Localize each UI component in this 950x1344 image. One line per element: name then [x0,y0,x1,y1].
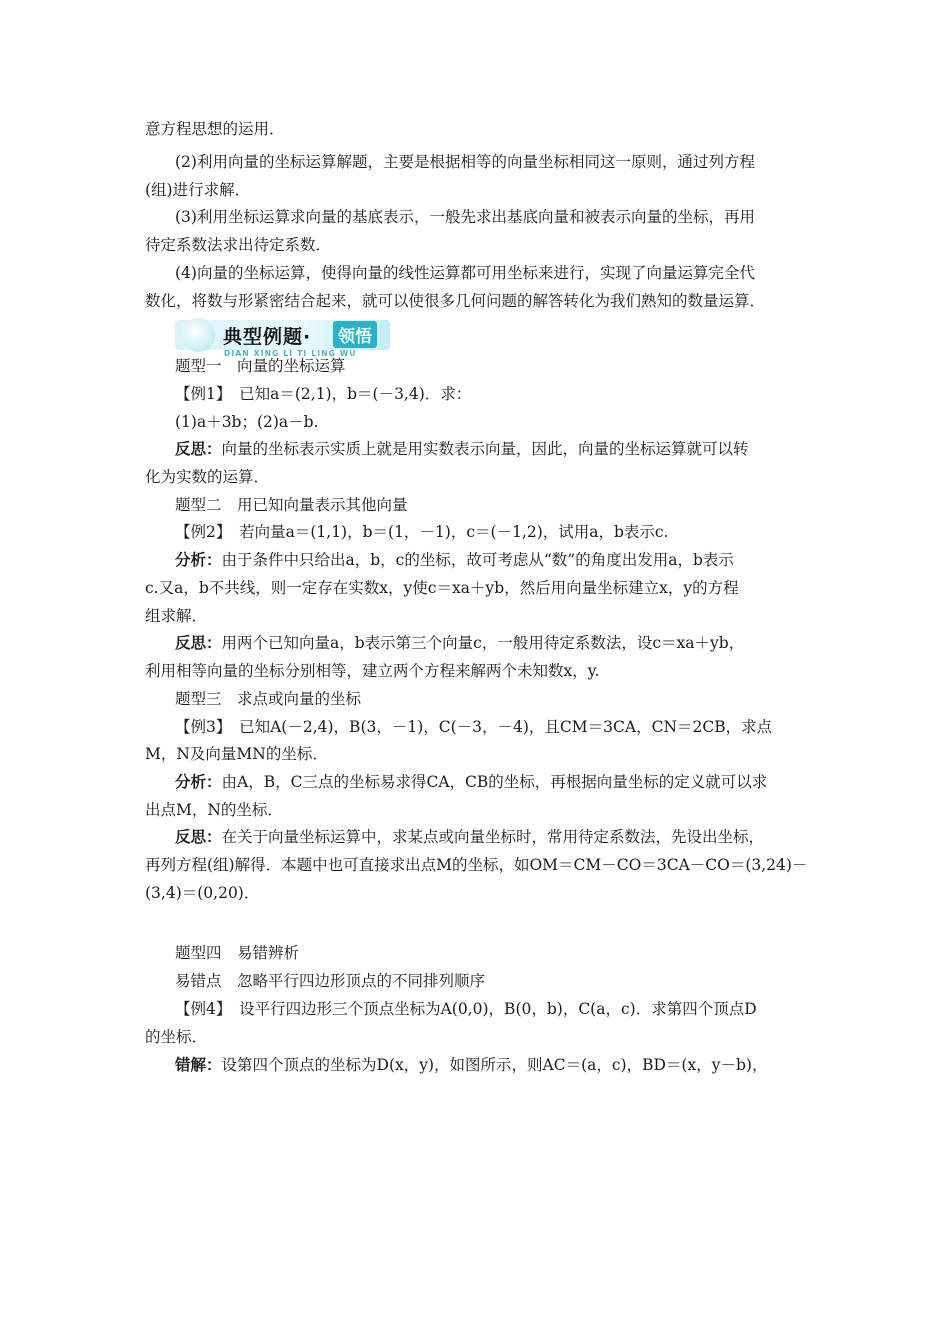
text-line: 意方程思想的运用． [145,120,285,138]
analysis-label: 分析： [175,550,222,569]
analysis-line: 出点M，N的坐标． [145,801,283,819]
subheading: 易错点 忽略平行四边形顶点的不同排列顺序 [175,972,486,990]
text-line: 待定系数法求出待定系数． [145,236,332,254]
section-banner [175,318,395,360]
example-line: (1)a＋3b；(2)a－b. [175,413,319,431]
reflection-line: 反思：在关于向量坐标运算中，求某点或向量坐标时，常用待定系数法，先设出坐标， [175,827,765,846]
analysis-line: 分析：由A，B，C三点的坐标易求得CA，CB的坐标，再根据向量坐标的定义就可以求 [175,772,768,791]
text-line: (2)利用向量的坐标运算解题，主要是根据相等的向量坐标相同这一原则，通过列方程 [175,153,755,171]
reflection-line: (3,4)＝(0,20)． [145,884,260,902]
analysis-line: 组求解． [145,607,208,625]
example-line: 【例3】 已知A(－2,4)，B(3，－1)，C(－3，－4)，且CM＝3CA，CN＝2CB，求点 [175,718,773,736]
reflection-label: 反思： [175,827,222,846]
banner-title: 典型例题· [223,326,312,348]
section-heading: 题型四 易错辨析 [175,944,300,962]
example-line: 的坐标． [145,1028,208,1046]
example-line: 【例1】 已知a＝(2,1)，b＝(－3,4)．求： [175,385,472,403]
reflection-line: 反思：向量的坐标表示实质上就是用实数表示向量，因此，向量的坐标运算就可以转 [175,439,749,458]
banner-pinyin: DIAN XING LI TI LING WU [224,349,357,358]
reflection-label: 反思： [175,633,222,652]
section-heading: 题型二 用已知向量表示其他向量 [175,496,408,514]
wrong-solution-label: 错解： [175,1055,222,1074]
analysis-line: 分析：由于条件中只给出a，b，c的坐标，故可考虑从“数”的角度出发用a，b表示 [175,550,734,569]
reflection-line: 利用相等向量的坐标分别相等，建立两个方程来解两个未知数x，y. [145,662,600,680]
example-line: M，N及向量MN的坐标． [145,745,328,763]
section-heading: 题型三 求点或向量的坐标 [175,690,362,708]
section-heading: 题型一 向量的坐标运算 [175,357,346,375]
text-line: 数化，将数与形紧密结合起来，就可以使很多几何问题的解答转化为我们熟知的数量运算． [145,292,766,310]
reflection-line: 反思：用两个已知向量a，b表示第三个向量c，一般用待定系数法，设c＝xa＋yb， [175,633,745,652]
example-line: 【例4】 设平行四边形三个顶点坐标为A(0,0)，B(0，b)，C(a，c)．求第四个顶点D [175,1000,757,1018]
reflection-label: 反思： [175,439,222,458]
analysis-label: 分析： [175,772,222,791]
banner-emblem-icon [181,318,215,352]
banner-tag: 领悟 [333,321,377,348]
text-line: (3)利用坐标运算求向量的基底表示，一般先求出基底向量和被表示向量的坐标，再用 [175,208,755,226]
analysis-line: c.又a，b不共线，则一定存在实数x，y使c＝xa＋yb，然后用向量坐标建立x，y的方程 [145,579,739,597]
wrong-solution-line: 错解：设第四个顶点的坐标为D(x，y)，如图所示，则AC＝(a，c)，BD＝(x，y－b)， [175,1055,768,1074]
example-line: 【例2】 若向量a＝(1,1)，b＝(1，－1)，c＝(－1,2)，试用a，b表示c. [175,523,669,541]
reflection-line: 再列方程(组)解得．本题中也可直接求出点M的坐标，如OM＝CM－CO＝3CA－CO＝(3,24)－ [145,856,808,874]
text-line: (4)向量的坐标运算，使得向量的线性运算都可用坐标来进行，实现了向量运算完全代 [175,264,755,282]
text-line: (组)进行求解． [145,181,251,199]
reflection-line: 化为实数的运算． [145,468,270,486]
